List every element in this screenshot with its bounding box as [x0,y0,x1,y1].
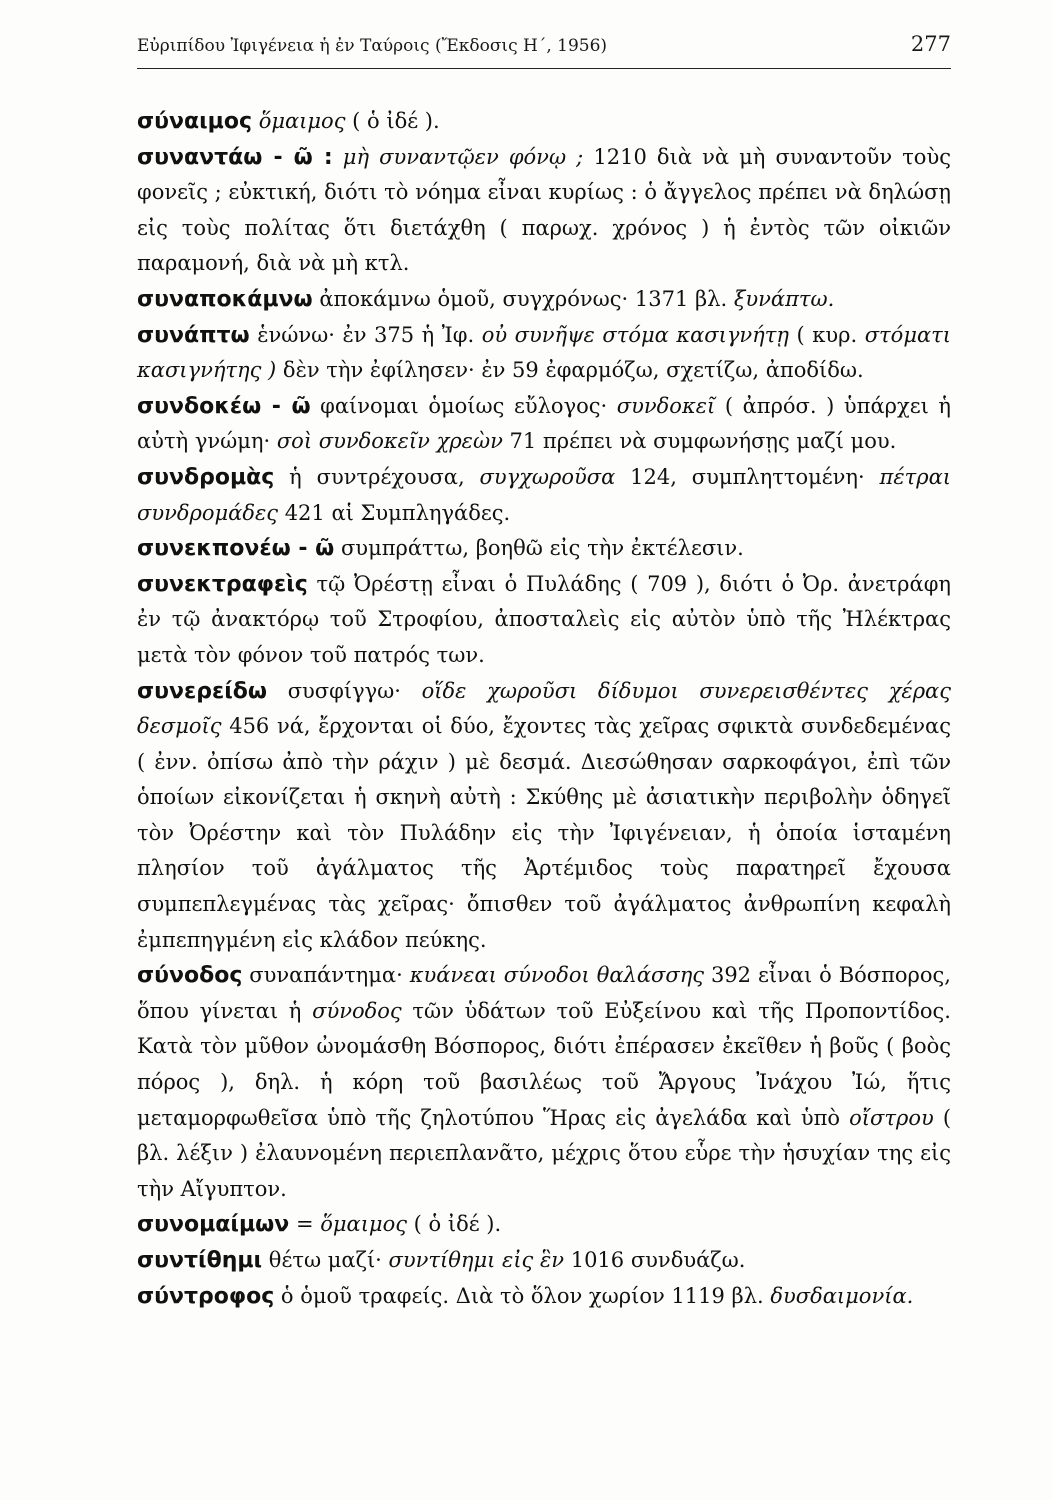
glossary-entry [137,460,951,531]
entry-citation: συντίθημι εἰς ἓν [388,1248,565,1272]
entry-citation: στόματι κασιγνήτης ) [137,322,951,383]
entry-headword: συνδοκέω - ῶ [137,393,311,419]
glossary-entry [137,567,951,674]
entry-definition: = [289,1212,321,1237]
entry-headword: συνδρομὰς [137,464,275,490]
glossary-entry [137,318,951,389]
entry-headword: σύνοδος [137,963,243,989]
entry-citation: ξυνάπτω. [733,286,835,311]
glossary-entry [137,1243,951,1279]
entry-definition: ἡ συντρέχουσα, [274,464,480,489]
entry-citation: οἴστρου [849,1105,934,1130]
entry-headword: συναντάω - ῶ : [137,144,333,170]
entry-headword: συντίθημι [137,1248,263,1273]
entry-definition: συμπράττω, βοηθῶ εἰς τὴν ἐκτέλεσιν. [334,536,744,561]
entry-citation: πέτραι συνδρομάδες [137,464,951,525]
glossary-entry [137,1207,951,1243]
entry-definition: ἑνώνω· ἐν 375 ἡ Ἰφ. [249,322,482,347]
entry-definition: τῶν ὑδάτων τοῦ Εὐξείνου καὶ τῆς Προποντίδος. Κατὰ τὸν μῦθον ὠνομάσθη Βόσπορος, διότι ἐπέρασεν ἐκεῖθεν ἡ βοῦς ( βοὸς πόρος ), δηλ. ἡ κόρη τοῦ βασιλέως τοῦ Ἄργους Ἰνάχου Ἰώ, ἥτις μεταμορφωθεῖσα ὑπὸ τῆς ζηλοτύπου Ἥρας εἰς ἀγελάδα καὶ ὑπὸ [137,998,951,1130]
entry-headword: συνεκπονέω - ῶ [137,536,335,562]
entry-definition: 392 εἶναι ὁ Βόσπορος, ὅπου γίνεται ἡ [137,963,951,1023]
glossary-entry [137,674,951,959]
glossary-entry [137,958,951,1207]
glossary-entry [137,104,951,140]
entry-definition: θέτω μαζί· [262,1248,389,1272]
glossary-entry [137,282,951,318]
entry-definition: ( ὁ ἰδέ ). [345,109,440,133]
entry-headword: συνομαίμων [137,1212,290,1238]
entry-citation: σύνοδος [312,998,402,1023]
entry-headword: συνάπτω [137,322,250,348]
entry-headword: σύντροφος [137,1283,275,1309]
entry-citation: δυσδαιμονία. [770,1283,914,1308]
entry-definition: 1210 διὰ νὰ μὴ συναντοῦν τοὺς φονεῖς ; εὐκτική, διότι τὸ νόημα εἶναι κυρίως : ὁ ἄγγελος πρέπει νὰ δηλώσῃ εἰς τοὺς πολίτας ὅτι διετάχθη ( παρωχ. χρόνος ) ἡ ἐντὸς τῶν οἰκιῶν παραμονή, διὰ νὰ μὴ κτλ. [137,144,952,276]
entry-definition: 1016 συνδυάζω. [564,1248,746,1272]
entry-definition: ( ὁ ἰδέ ). [406,1212,502,1237]
entry-definition: ( ἀπρόσ. ) ὑπάρχει ἡ αὐτὴ γνώμη· [137,393,952,454]
entry-definition [333,145,343,169]
glossary-entry [137,389,951,460]
glossary-entry [137,531,951,567]
entry-definition: ( βλ. λέξιν ) ἐλαυνομένη περιεπλανᾶτο, μέχρις ὅτου εὗρε τὴν ἡσυχίαν της εἰς τὴν Αἴγυπτον. [137,1105,952,1201]
entry-definition: ( κυρ. [788,322,865,347]
entry-headword: σύναιμος [137,109,253,134]
entry-citation: μὴ συναντῷεν φόνῳ ; [342,144,584,169]
entry-citation: ὅμαιμος [258,109,346,133]
entry-definition [252,109,259,133]
entry-citation: κυάνεαι σύνοδοι θαλάσσης [409,963,705,988]
entry-headword: συναποκάμνω [137,286,313,312]
entry-definition: συναπάντημα· [242,963,410,988]
entry-headword: συνερείδω [137,678,268,704]
entry-citation: συνδοκεῖ [616,393,716,418]
entry-definition: συσφίγγω· [267,678,422,703]
entry-citation: σοὶ συνδοκεῖν χρεὼν [276,429,503,454]
running-header [137,30,951,66]
page-number: 277 [910,32,951,56]
glossary-entry [137,140,951,282]
running-header-title: Εὐριπίδου Ἰφιγένεια ἡ ἐν Ταύροις (Ἔκδοσις Η΄, 1956) [137,36,608,56]
glossary-entry [137,1279,951,1315]
entry-definition: 456 νά, ἔρχονται οἱ δύο, ἔχοντες τὰς χεῖρας σφικτὰ συνδεδεμένας ( ἐνν. ὀπίσω ἀπὸ τὴν ράχιν ) μὲ δεσμά. Διεσώθησαν σαρκοφάγοι, ἐπὶ τῶν ὁποίων εἰκονίζεται ἡ σκηνὴ αὐτὴ : Σκύθης μὲ ἀσιατικὴν περιβολὴν ὁδηγεῖ τὸν Ὀρέστην καὶ τὸν Πυλάδην εἰς τὴν Ἰφιγένειαν, ἡ ὁποία ἱσταμένη πλησίον τοῦ ἀγάλματος τῆς Ἀρτέμιδος τοὺς παρατηρεῖ ἔχουσα συμπεπλεγμένας τὰς χεῖρας· ὄπισθεν τοῦ ἀγάλματος ἀνθρωπίνη κεφαλὴ ἐμπεπηγμένη εἰς κλάδον πεύκης. [137,714,951,952]
entry-citation: οἵδε χωροῦσι δίδυμοι συνερεισθέντες χέρας δεσμοῖς [137,678,951,739]
entry-citation: συγχωροῦσα [479,464,616,489]
entry-citation: ὅμαιμος [320,1212,407,1237]
entry-definition: τῷ Ὀρέστῃ εἶναι ὁ Πυλάδης ( 709 ), διότι ὁ Ὀρ. ἀνετράφη ἐν τῷ ἀνακτόρῳ τοῦ Στροφίου, ἀποσταλεὶς εἰς αὐτὸν ὑπὸ τῆς Ἠλέκτρας μετὰ τὸν φόνον τοῦ πατρός των. [137,571,951,667]
entry-definition: φαίνομαι ὁμοίως εὔλογος· [310,393,617,418]
entry-definition: 124, συμπληττομένη· [615,464,880,489]
entry-definition: 421 αἱ Συμπληγάδες. [278,500,511,525]
entry-definition: ἀποκάμνω ὁμοῦ, συγχρόνως· 1371 βλ. [312,286,734,311]
entry-headword: συνεκτραφεὶς [137,571,308,597]
entry-definition: δὲν τὴν ἐφίλησεν· ἐν 59 ἐφαρμόζω, σχετίζω, ἀποδίδω. [276,358,864,383]
glossary-entries [137,104,951,1314]
entry-definition: ὁ ὁμοῦ τραφείς. Διὰ τὸ ὅλον χωρίον 1119 βλ. [274,1283,771,1308]
header-rule [137,68,951,69]
entry-definition: 71 πρέπει νὰ συμφωνήσῃς μαζί μου. [502,429,897,454]
entry-citation: οὐ συνῆψε στόμα κασιγνήτῃ [481,322,789,347]
